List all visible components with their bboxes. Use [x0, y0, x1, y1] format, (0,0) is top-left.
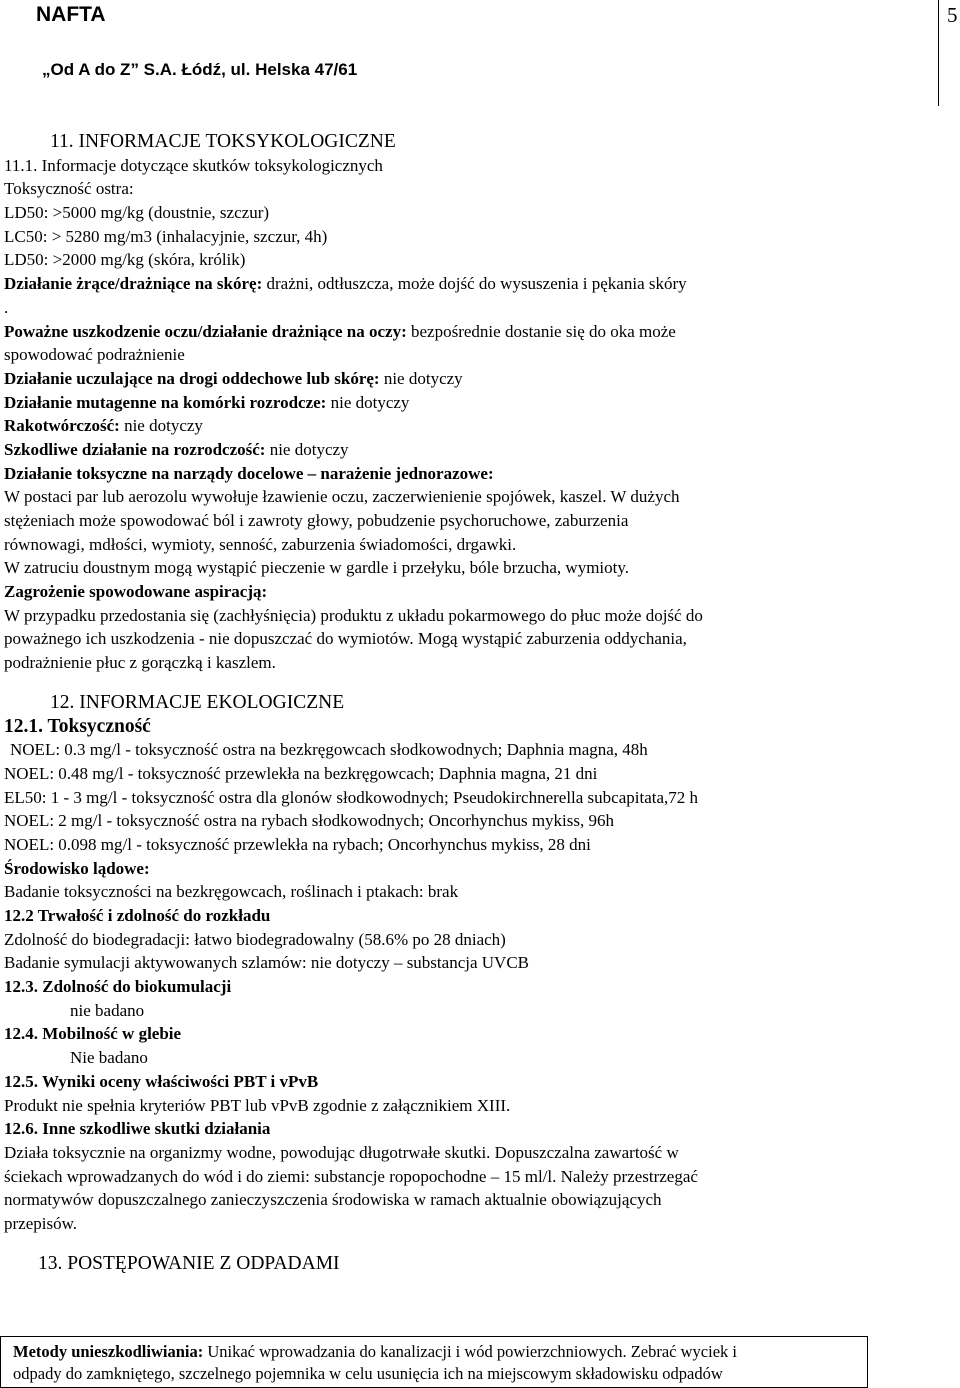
- section-12-6-heading: 12.6. Inne szkodliwe skutki działania: [4, 1119, 271, 1139]
- carcinogenicity-text: nie dotyczy: [119, 416, 203, 436]
- stot-text-2: stężeniach może spowodować ból i zawroty głowy, pobudzenie psychoruchowe, zaburzenia: [4, 511, 629, 530]
- disposal-methods-text-1: Unikać wprowadzania do kanalizacji i wód powierzchniowych. Zebrać wyciek i: [203, 1342, 737, 1361]
- stot-text-1: W postaci par lub aerozolu wywołuje łzawienie oczu, zaczerwienienie spojówek, kaszel. W dużych: [4, 487, 680, 507]
- disposal-methods-box: [0, 1336, 868, 1388]
- lc50-inhalation: LC50: > 5280 mg/m3 (inhalacyjnie, szczur, 4h): [4, 226, 328, 246]
- reproductive-toxicity-label: Szkodliwe działanie na rozrodczość:: [4, 439, 266, 459]
- section-12-5-heading: 12.5. Wyniki oceny właściwości PBT i vPvB: [4, 1071, 319, 1091]
- ld50-oral: LD50: >5000 mg/kg (doustnie, szczur): [4, 203, 270, 223]
- stot-text-4: W zatruciu doustnym mogą wystąpić pieczenie w gardle i przełyku, bóle brzucha, wymioty.: [4, 558, 630, 578]
- header-company: NAFTA: [36, 3, 106, 26]
- terrestrial-text: Badanie toksyczności na bezkręgowcach, roślinach i ptakach: brak: [4, 882, 459, 902]
- skin-corrosion-line: [4, 272, 959, 296]
- ld50-skin: LD50: >2000 mg/kg (skóra, królik): [4, 250, 246, 270]
- section-12-1-heading: 12.1. Toksyczność: [4, 715, 151, 737]
- eye-damage-text-cont: spowodować podrażnienie: [4, 345, 185, 365]
- aspiration-text-1: W przypadku przedostania się (zachłyśnięcia) produktu z układu pokarmowego do płuc może dojść do: [4, 605, 703, 625]
- noel-line-2: NOEL: 0.48 mg/l - toksyczność przewlekła na bezkręgowcach; Daphnia magna, 21 dni: [4, 763, 598, 783]
- disposal-methods-line-2: odpady do zamkniętego, szczelnego pojemnika w celu usunięcia ich na miejscowym składowisku odpadów: [13, 1364, 723, 1383]
- carcinogenicity-line: [4, 414, 959, 438]
- bioaccumulation-value: nie badano: [70, 1000, 145, 1020]
- header-divider: [938, 0, 939, 106]
- spacer: [4, 1236, 959, 1252]
- eye-damage-text: bezpośrednie dostanie się do oka może: [406, 321, 676, 341]
- reproductive-toxicity-text: nie dotyczy: [265, 439, 349, 459]
- mutagenicity-label: Działanie mutagenne na komórki rozrodcze:: [4, 392, 327, 412]
- acute-toxicity-label: Toksyczność ostra:: [4, 179, 134, 199]
- sensitization-label: Działanie uczulające na drogi oddechowe lub skórę:: [4, 368, 380, 388]
- terrestrial-heading: Środowisko lądowe:: [4, 858, 150, 878]
- el50-line: EL50: 1 - 3 mg/l - toksyczność ostra dla glonów słodkowodnych; Pseudokirchnerella subcapitata,72 h: [4, 787, 699, 807]
- aspiration-text-2: poważnego ich uszkodzenia - nie dopuszczać do wymiotów. Mogą wystąpić zaburzenia oddychania,: [4, 629, 687, 649]
- sensitization-line: [4, 367, 959, 391]
- other-effects-text-4: przepisów.: [4, 1213, 78, 1233]
- section-12-4-heading: 12.4. Mobilność w glebie: [4, 1024, 182, 1044]
- skin-corrosion-label: Działanie żrące/drażniące na skórę:: [4, 274, 263, 294]
- carcinogenicity-label: Rakotwórczość:: [4, 416, 120, 436]
- other-effects-text-3: normatywów dopuszczalnego zanieczyszczenia środowiska w ramach aktualnie obowiązujących: [4, 1190, 662, 1210]
- document-body: [4, 130, 959, 1275]
- skin-corrosion-text: drażni, odtłuszcza, może dojść do wysuszenia i pękania skóry: [262, 274, 687, 294]
- aspiration-label: Zagrożenie spowodowane aspiracją:: [4, 582, 268, 602]
- aspiration-text-3: podrażnienie płuc z gorączką i kaszlem.: [4, 653, 276, 673]
- eye-damage-label: Poważne uszkodzenie oczu/działanie drażniące na oczy:: [4, 321, 407, 341]
- spacer: [4, 675, 959, 691]
- section-11-heading: 11. INFORMACJE TOKSYKOLOGICZNE: [50, 131, 396, 152]
- reproductive-toxicity-line: [4, 438, 959, 462]
- page-number: 5: [947, 3, 958, 27]
- section-13-heading: 13. POSTĘPOWANIE Z ODPADAMI: [38, 1252, 340, 1274]
- sensitization-text: nie dotyczy: [379, 368, 463, 388]
- pbt-text: Produkt nie spełnia kryteriów PBT lub vPvB zgodnie z załącznikiem XIII.: [4, 1095, 511, 1115]
- section-12-3-heading: 12.3. Zdolność do biokumulacji: [4, 977, 232, 997]
- mutagenicity-line: [4, 391, 959, 415]
- noel-line-1: NOEL: 0.3 mg/l - toksyczność ostra na bezkręgowcach słodkowodnych; Daphnia magna, 48h: [10, 740, 648, 760]
- section-11-1-heading: 11.1. Informacje dotyczące skutków toksykologicznych: [4, 155, 383, 175]
- eye-damage-line: [4, 320, 959, 344]
- stot-text-3: równowagi, mdłości, wymioty, senność, zaburzenia świadomości, drgawki.: [4, 534, 517, 554]
- header-address: „Od A do Z” S.A. Łódź, ul. Helska 47/61: [42, 60, 358, 79]
- section-12-2-heading: 12.2 Trwałość i zdolność do rozkładu: [4, 906, 271, 925]
- noel-line-4: NOEL: 0.098 mg/l - toksyczność przewlekła na rybach; Oncorhynchus mykiss, 28 dni: [4, 834, 591, 854]
- other-effects-text-1: Działa toksycznie na organizmy wodne, powodując długotrwałe skutki. Dopuszczalna zawartość w: [4, 1142, 679, 1162]
- noel-line-3: NOEL: 2 mg/l - toksyczność ostra na rybach słodkowodnych; Oncorhynchus mykiss, 96h: [4, 811, 615, 831]
- stot-single-label: Działanie toksyczne na narządy docelowe – narażenie jednorazowe:: [4, 463, 494, 483]
- disposal-methods-line-1: [13, 1341, 855, 1363]
- biodegradation-text: Zdolność do biodegradacji: łatwo biodegradowalny (58.6% po 28 dniach): [4, 929, 506, 949]
- mutagenicity-text: nie dotyczy: [326, 392, 410, 412]
- skin-corrosion-trailing-dot: .: [4, 297, 9, 317]
- disposal-methods-label: Metody unieszkodliwiania:: [13, 1342, 204, 1361]
- section-12-heading: 12. INFORMACJE EKOLOGICZNE: [50, 691, 345, 713]
- mobility-value: Nie badano: [70, 1048, 148, 1068]
- other-effects-text-2: ściekach wprowadzanych do wód i do ziemi: substancje ropopochodne – 15 ml/l. Należy przestrzegać: [4, 1166, 698, 1186]
- sludge-simulation-text: Badanie symulacji aktywowanych szlamów: nie dotyczy – substancja UVCB: [4, 953, 529, 973]
